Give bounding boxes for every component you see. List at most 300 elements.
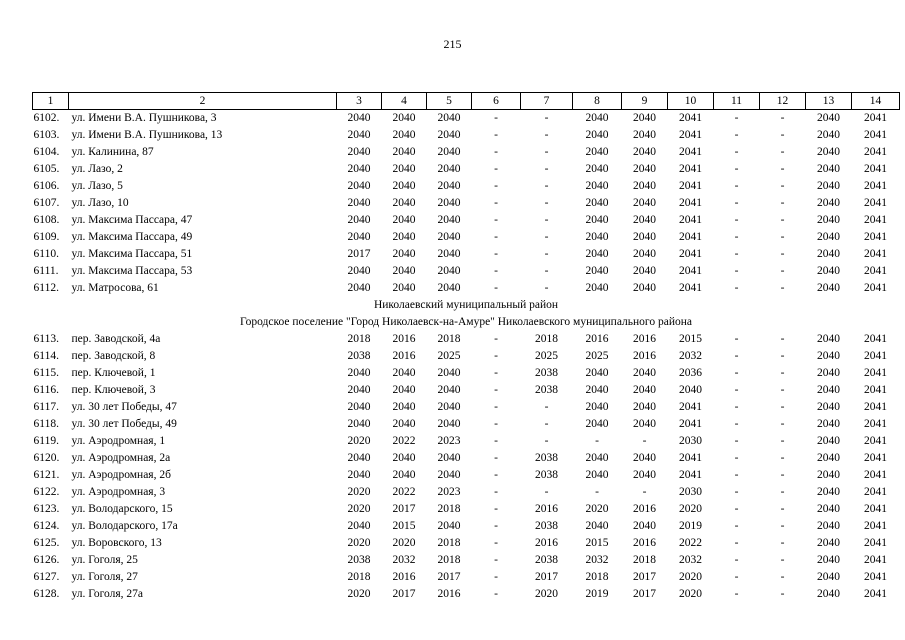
table-cell: 2040 [437,282,461,294]
table-cell: 6125. [33,537,60,549]
table-cell: - [494,180,498,192]
table-cell: 2041 [679,197,702,209]
table-cell: 2023 [437,435,461,447]
table-cell: 2040 [585,163,609,175]
table-cell: 2041 [864,554,887,566]
table-cell: 2040 [392,231,416,243]
table-cell: ул. Володарского, 15 [71,503,173,515]
table-cell: - [494,503,498,515]
table-cell: 2020 [679,588,702,600]
table-cell: 6122. [33,486,60,498]
table-cell: 2040 [392,418,416,430]
table-cell: - [494,367,498,379]
table-cell: 2040 [437,248,461,260]
table-cell: 2041 [864,452,887,464]
table-cell: 2040 [633,520,656,532]
table-cell: ул. 30 лет Победы, 47 [71,401,177,413]
table-cell: пер. Ключевой, 1 [71,367,156,379]
table-cell: - [494,112,498,124]
table-cell: 2041 [679,469,702,481]
table-cell: 6127. [33,571,60,583]
table-cell: - [734,384,739,396]
table-cell: 2040 [585,248,609,260]
table-cell: - [544,112,549,124]
table-cell: - [544,129,549,141]
table-cell: 2040 [817,401,840,413]
column-header: 3 [337,93,382,110]
table-cell: 2040 [347,231,371,243]
table-cell: - [734,571,739,583]
table-cell: - [780,537,785,549]
table-cell: 2041 [864,486,887,498]
table-cell: - [734,503,739,515]
table-cell: - [780,248,785,260]
header-row [33,93,900,110]
table-cell: 2041 [679,129,702,141]
table-cell: - [734,282,739,294]
table-cell: 2041 [679,163,702,175]
table-cell: 2040 [817,520,840,532]
table-cell: 2040 [817,588,840,600]
column-header: 7 [521,93,573,110]
table-cell: 6117. [33,401,59,413]
column-header: 14 [852,93,900,110]
table-cell: 2040 [437,129,461,141]
table-cell: 6104. [33,146,60,158]
table-cell: 6113. [33,333,59,345]
table-cell: - [780,520,785,532]
table-cell: 2016 [633,333,656,345]
table-row [33,467,900,484]
table-row [33,178,900,195]
table-cell: - [642,435,647,447]
table-cell: 2015 [392,520,416,532]
table-cell: - [780,503,785,515]
table-cell: 2040 [437,112,461,124]
table-cell: 2040 [585,197,609,209]
table-cell: - [544,180,549,192]
table-cell: 2040 [392,163,416,175]
table-cell: 2040 [817,129,840,141]
table-cell: 2040 [817,112,840,124]
table-cell: 2020 [392,537,416,549]
table-cell: пер. Заводской, 4а [71,333,161,345]
table-cell: - [494,384,498,396]
table-cell: ул. Лазо, 2 [71,163,123,175]
table-cell: 2041 [679,146,702,158]
table-cell: - [780,588,785,600]
table-cell: 2040 [817,350,840,362]
table-cell: - [494,350,498,362]
table-cell: - [544,418,549,430]
table-cell: 6119. [33,435,59,447]
table-cell: 2040 [437,231,461,243]
table-cell: ул. Максима Пассара, 51 [71,248,193,260]
table-cell: 2040 [817,452,840,464]
table-cell: 2040 [585,452,609,464]
table-cell: - [544,435,549,447]
table-cell: 2020 [679,571,702,583]
table-cell: 2040 [437,265,461,277]
table-cell: 2041 [864,248,887,260]
column-header: 11 [714,93,760,110]
table-cell: ул. Лазо, 10 [71,197,129,209]
table-cell: - [734,265,739,277]
table-cell: 2041 [864,333,887,345]
table-cell: 2016 [633,503,656,515]
table-cell: 2041 [864,435,887,447]
table-cell: - [734,418,739,430]
section-heading-district-label: Николаевский муниципальный район [373,299,559,311]
table-cell: 2040 [347,469,371,481]
table-row [33,518,900,535]
table-row [33,161,900,178]
table-cell: - [734,452,739,464]
table-cell: - [734,486,739,498]
table-cell: 2040 [347,384,371,396]
table-cell: - [734,367,739,379]
table-cell: - [494,231,498,243]
table-cell: 2016 [392,333,416,345]
table-cell: 2041 [864,571,887,583]
table-cell: - [780,129,785,141]
table-cell: 6128. [33,588,60,600]
table-cell: 2041 [679,265,702,277]
table-cell: 2040 [817,265,840,277]
table-cell: - [734,520,739,532]
table-cell: 2040 [347,214,371,226]
table-cell: 2040 [437,520,461,532]
table-cell: 2040 [817,469,840,481]
table-cell: 2040 [585,384,609,396]
table-cell: ул. Максима Пассара, 47 [71,214,193,226]
table-cell: ул. Максима Пассара, 49 [71,231,193,243]
table-cell: 2017 [392,503,416,515]
table-cell: ул. Имени В.А. Пушникова, 13 [71,129,223,141]
table-cell: 2040 [437,367,461,379]
table-row [33,569,900,586]
column-header: 1 [33,93,69,110]
table-cell: 2040 [585,112,609,124]
table-row [33,399,900,416]
table-cell: 6106. [33,180,60,192]
table-cell: - [780,112,785,124]
table-cell: 2040 [437,469,461,481]
table-cell: 2041 [864,180,887,192]
table-cell: 2040 [633,452,656,464]
table-cell: - [734,248,739,260]
table-cell: - [494,588,498,600]
table-cell: 6123. [33,503,60,515]
table-cell: 2041 [679,214,702,226]
table-cell: 2040 [817,231,840,243]
table-cell: 2040 [633,469,656,481]
table-cell: 6120. [33,452,60,464]
table-cell: - [734,146,739,158]
table-cell: 2038 [535,384,558,396]
column-header: 4 [382,93,427,110]
table-cell: 2038 [535,367,558,379]
table-cell: 2040 [585,401,609,413]
table-cell: - [734,333,739,345]
table-cell: 2018 [633,554,656,566]
table-cell: - [642,486,647,498]
table-cell: 2017 [392,588,416,600]
table-cell: 2040 [817,180,840,192]
table-cell: 2041 [679,452,702,464]
column-header: 9 [622,93,668,110]
table-cell: - [734,231,739,243]
table-cell: 2041 [679,112,702,124]
table-cell: - [494,520,498,532]
table-cell: 2041 [864,214,887,226]
table-cell: 2022 [679,537,702,549]
table-cell: - [780,486,785,498]
table-cell: 2040 [817,435,840,447]
table-cell: - [494,163,498,175]
table-cell: 2040 [633,146,656,158]
table-cell: 2040 [817,384,840,396]
column-header: 10 [668,93,714,110]
table-cell: 2040 [585,129,609,141]
table-cell: 2041 [679,248,702,260]
table-cell: - [494,333,498,345]
table-cell: 2025 [535,350,558,362]
table-cell: 2041 [679,418,702,430]
table-cell: 2022 [392,486,416,498]
table-cell: 2041 [864,282,887,294]
table-cell: ул. Аэродромная, 2б [71,469,171,481]
table-cell: ул. Максима Пассара, 53 [71,265,193,277]
table-cell: 2040 [392,129,416,141]
table-cell: 2040 [633,231,656,243]
table-row [33,127,900,144]
table-cell: 2040 [392,384,416,396]
table-cell: 2041 [864,588,887,600]
column-header: 8 [573,93,622,110]
table-cell: - [780,197,785,209]
table-cell: 6107. [33,197,60,209]
table-cell: 2040 [585,520,609,532]
table-cell: - [494,197,498,209]
table-cell: 2041 [679,180,702,192]
table-cell: 2017 [633,571,656,583]
table-cell: 2040 [679,384,702,396]
table-cell: - [734,112,739,124]
table-cell: 2032 [585,554,609,566]
table-cell: 2040 [392,146,416,158]
table-cell: - [595,486,599,498]
table-cell: 2020 [347,503,371,515]
table-cell: - [494,418,498,430]
column-header: 2 [69,93,337,110]
table-cell: 2040 [392,282,416,294]
table-cell: - [734,163,739,175]
table-cell: - [780,418,785,430]
table-cell: ул. Аэродромная, 3 [71,486,166,498]
table-row [33,331,900,348]
table-cell: 2040 [817,418,840,430]
table-cell: 2020 [347,588,371,600]
table-cell: 2032 [679,554,702,566]
table-cell: 6124. [33,520,60,532]
table-cell: 2040 [347,418,371,430]
table-cell: ул. Воровского, 13 [71,537,162,549]
table-cell: 2023 [437,486,461,498]
table-cell: 2040 [347,146,371,158]
table-cell: 2040 [585,469,609,481]
table-cell: 2018 [347,333,371,345]
table-cell: 6103. [33,129,60,141]
table-cell: 2040 [347,401,371,413]
table-cell: 2040 [392,214,416,226]
table-cell: 2038 [535,469,558,481]
table-cell: 2015 [679,333,702,345]
table-cell: 6110. [33,248,59,260]
table-cell: ул. Гоголя, 27а [71,588,144,600]
table-cell: - [494,486,498,498]
table-cell: - [780,180,785,192]
table-cell: 2040 [347,180,371,192]
table-cell: 2040 [817,163,840,175]
table-cell: - [780,333,785,345]
table-cell: 2040 [585,180,609,192]
table-cell: - [780,367,785,379]
table-cell: ул. Аэродромная, 1 [71,435,166,447]
table-cell: - [734,350,739,362]
table-cell: 6111. [33,265,59,277]
table-cell: ул. Имени В.А. Пушникова, 3 [71,112,217,124]
column-header: 13 [806,93,852,110]
table-cell: - [780,350,785,362]
table-row [33,365,900,382]
table-cell: 6118. [33,418,59,430]
table-cell: 2040 [817,367,840,379]
table-cell: 2015 [585,537,609,549]
table-cell: 2040 [437,180,461,192]
table-cell: 2040 [437,197,461,209]
table-cell: - [780,265,785,277]
table-cell: 2040 [392,469,416,481]
table-row [33,450,900,467]
column-header: 5 [427,93,472,110]
table-cell: - [494,248,498,260]
table-cell: 2041 [864,112,887,124]
table-row [33,263,900,280]
table-cell: - [780,469,785,481]
table-cell: - [494,129,498,141]
table-cell: 2041 [864,520,887,532]
table-cell: 2041 [864,503,887,515]
section-heading-settlement-label: Городское поселение "Город Николаевск-на-Амуре" Николаевского муниципального района [239,316,692,328]
table-cell: 6114. [33,350,59,362]
table-cell: 2018 [437,554,461,566]
table-cell: 2022 [392,435,416,447]
table-cell: 6112. [33,282,59,294]
table-cell: 6109. [33,231,60,243]
section-heading-district [33,297,900,314]
table-cell: ул. 30 лет Победы, 49 [71,418,177,430]
table-row [33,416,900,433]
table-cell: 2040 [437,418,461,430]
table-cell: 6102. [33,112,60,124]
table-cell: 2018 [585,571,609,583]
table-cell: 2041 [864,163,887,175]
table-cell: - [780,554,785,566]
table-cell: 2040 [633,384,656,396]
table-cell: - [494,452,498,464]
table-cell: 2018 [347,571,371,583]
table-cell: 2041 [864,384,887,396]
table-cell: 2040 [437,214,461,226]
table-cell: 2040 [585,214,609,226]
table-cell: - [734,588,739,600]
table-cell: - [544,248,549,260]
table-cell: 2019 [679,520,702,532]
table-cell: 2040 [392,197,416,209]
table-cell: 2020 [535,588,558,600]
table-cell: 2040 [392,452,416,464]
table-cell: 2040 [633,418,656,430]
table-cell: 2041 [864,146,887,158]
table-cell: - [780,163,785,175]
table-cell: - [544,486,549,498]
table-cell: 2041 [679,282,702,294]
table-cell: - [494,571,498,583]
table-cell: 2040 [817,503,840,515]
table-cell: - [544,265,549,277]
table-row [33,484,900,501]
table-cell: - [494,214,498,226]
table-cell: 2040 [347,282,371,294]
table-cell: 2041 [864,350,887,362]
table-cell: 2040 [392,180,416,192]
table-cell: 2020 [679,503,702,515]
table-cell: 2017 [535,571,558,583]
table-cell: 2040 [585,418,609,430]
table-cell: 2040 [347,112,371,124]
table-cell: 2040 [633,129,656,141]
data-table [32,92,900,603]
table-cell: ул. Володарского, 17а [71,520,178,532]
table-cell: - [734,537,739,549]
table-cell: - [734,554,739,566]
table-cell: 6105. [33,163,60,175]
table-cell: 2040 [437,384,461,396]
table-cell: ул. Лазо, 5 [71,180,123,192]
table-cell: - [544,282,549,294]
table-cell: 2040 [392,367,416,379]
table-cell: 2040 [817,486,840,498]
table-cell: 2017 [347,248,371,260]
table-cell: 2041 [864,537,887,549]
table-cell: - [544,197,549,209]
table-cell: 6126. [33,554,60,566]
table-cell: 2040 [392,248,416,260]
table-cell: 2040 [817,248,840,260]
page-number: 215 [443,37,462,51]
table-cell: 2040 [817,554,840,566]
table-cell: 2040 [633,163,656,175]
table-cell: ул. Аэродромная, 2а [71,452,171,464]
table-cell: 2040 [347,452,371,464]
table-cell: - [494,554,498,566]
table-cell: - [780,435,785,447]
table-cell: - [780,282,785,294]
table-cell: 2041 [679,231,702,243]
table-cell: - [494,435,498,447]
table-cell: ул. Гоголя, 25 [71,554,138,566]
